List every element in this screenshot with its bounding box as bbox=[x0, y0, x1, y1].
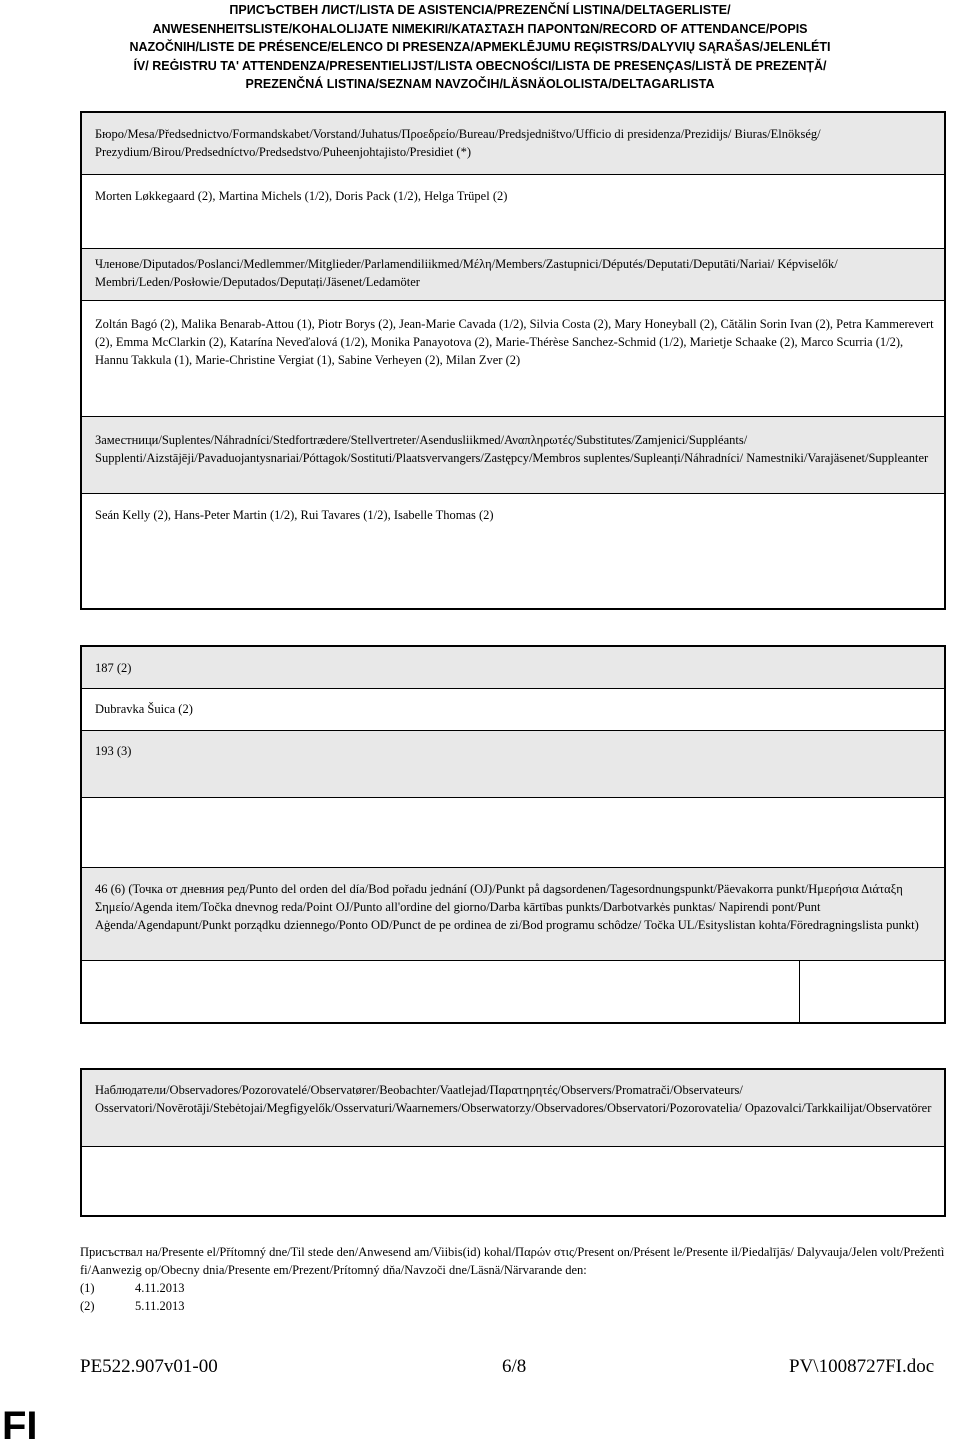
rule193-band bbox=[82, 731, 944, 798]
members-heading-band bbox=[82, 249, 944, 301]
rule46-names-band bbox=[82, 961, 944, 1022]
rule46-label: 46 (6) (Точка от дневния ред/Punto del orden del día/Bod pořadu jednání (OJ)/Punkt på dagsordenen/Tagesordnungspunkt/Päevakorra punkt/Ημερήσια Διάταξη Σημείο/Agenda item/Točka dnevnog reda/Point OJ/Punto all'ordine del giorno/Darba kārtības punkts/Darbotvarkės punktas/ Napirendi pont/Punt Aġenda/Agendapunt/Punkt porządku dziennego/Ponto OD/Punct de pe ordinea de zi/Bod programu schôdze/ Točka UL/Esityslistan kohta/Föredragningslista punkt) bbox=[95, 882, 919, 932]
observers-heading: Наблюдатели/Observadores/Pozorovatelé/Observatører/Beobachter/Vaatlejad/Παρατηρητές/Observers/Promatrači/Observateurs/ Osservatori/Novērotāji/Stebėtojai/Megfigyelők/Osservaturi/Waarnemers/Obserwatorzy/Observadores/Observatori/Pozorovatelia/ Opazovalci/Tarkkailijat/Observatörer bbox=[95, 1083, 932, 1115]
bureau-heading: Бюро/Mesa/Předsednictvo/Formandskabet/Vorstand/Juhatus/Προεδρείο/Bureau/Predsjedništvo/Ufficio di presidenza/Prezidijs/ Biuras/Elnökség/ Prezydium/Birou/Predsedníctvo/Predsedstvo/Puheenjohtajisto/Presidiet (*) bbox=[95, 127, 821, 159]
document-reference: PE522.907v01-00 bbox=[80, 1356, 218, 1377]
rule187-band bbox=[82, 647, 944, 689]
page-number: 6/8 bbox=[502, 1356, 527, 1377]
substitutes-heading-band bbox=[82, 417, 944, 494]
observers-names-band bbox=[82, 1147, 944, 1215]
attendance-box bbox=[80, 111, 946, 610]
observers-heading-band bbox=[82, 1070, 944, 1147]
bureau-heading-band bbox=[82, 113, 944, 175]
rule187-label: 187 (2) bbox=[95, 661, 132, 675]
rule187-names-band bbox=[82, 689, 944, 731]
members-heading: Членове/Diputados/Poslanci/Medlemmer/Mitglieder/Parlamendiliikmed/Μέλη/Members/Zastupnici/Députés/Deputati/Deputāti/Nariai/ Képviselők/ Membri/Leden/Posłowie/Deputados/Deputați/Jäsenet/Ledamöter bbox=[95, 257, 838, 289]
bureau-names: Morten Løkkegaard (2), Martina Michels (1/2), Doris Pack (1/2), Helga Trüpel (2) bbox=[95, 189, 508, 203]
substitutes-names: Seán Kelly (2), Hans-Peter Martin (1/2), Rui Tavares (1/2), Isabelle Thomas (2) bbox=[95, 508, 494, 522]
bureau-names-band bbox=[82, 175, 944, 249]
members-names-band bbox=[82, 301, 944, 417]
rule193-label: 193 (3) bbox=[95, 744, 132, 758]
rule187-names: Dubravka Šuica (2) bbox=[95, 702, 193, 716]
file-reference: PV\1008727FI.doc bbox=[789, 1356, 935, 1377]
rule193-names-band bbox=[82, 798, 944, 868]
language-code: FI bbox=[2, 1404, 38, 1448]
rule46-column-divider bbox=[799, 961, 800, 1022]
date-row: (1) 4.11.2013 bbox=[80, 1281, 185, 1295]
substitutes-names-band bbox=[82, 494, 944, 608]
attendance-dates bbox=[80, 1280, 185, 1315]
date-row: (2) 5.11.2013 bbox=[80, 1298, 185, 1313]
rules-box bbox=[80, 645, 946, 1024]
observers-box bbox=[80, 1068, 946, 1217]
members-names: Zoltán Bagó (2), Malika Benarab-Attou (1), Piotr Borys (2), Jean-Marie Cavada (1/2), Silvia Costa (2), Mary Honeyball (2), Cătălin Sorin Ivan (2), Petra Kammerevert (2), Emma McClarkin (2), Katarína Neveďalová (1/2), Monika Panayotova (2), Marie-Thérèse Sanchez-Schmid (1/2), Marietje Schaake (2), Marco Scurria (1/2), Hannu Takkula (1), Marie-Christine Vergiat (1), Sabine Verheyen (2), Milan Zver (2) bbox=[95, 317, 934, 367]
attendance-list-title: ПРИСЪСТВЕН ЛИСТ/LISTA DE ASISTENCIA/PREZENČNÍ LISTINA/DELTAGERLISTE/ ANWESENHEITSLISTE/KOHALOLIJATE NIMEKIRI/ΚΑΤΑΣΤΑΣΗ ΠΑΡΟΝΤΩΝ/RECORD OF ATTENDANCE/POPIS NAZOČNIH/LISTE DE PRÉSENCE/ELENCO DI PRESENZA/APMEKLĒJUMU REĢISTRS/DALYVIŲ SĄRAŠAS/JELENLÉTI ÍV/ REĠISTRU TA' ATTENDENZA/PRESENTIELIJST/LISTA OBECNOŚCI/LISTA DE PRESENÇAS/LISTĂ DE PREZENȚĂ/ PREZENČNÁ LISTINA/SEZNAM NAVZOČIH/LÄSNÄOLOLISTA/DELTAGARLISTA bbox=[129, 3, 831, 91]
substitutes-heading: Заместници/Suplentes/Náhradníci/Stedfortrædere/Stellvertreter/Asendusliikmed/Αναπληρωτές/Substitutes/Zamjenici/Suppléants/ Supplenti/Aizstājēji/Pavaduojantysnariai/Póttagok/Sostituti/Plaatsvervangers/Zastępcy/Membros suplentes/Supleanți/Náhradníci/ Namestniki/Varajäsenet/Suppleanter bbox=[95, 433, 929, 465]
rule46-band bbox=[82, 868, 944, 961]
present-on-note: Присъствал на/Presente el/Přítomný dne/Til stede den/Anwesend am/Viibis(id) kohal/Παρών στις/Present on/Présent le/Presente il/Piedalījās/ Dalyvauja/Jelen volt/Prežentì fi/Aanwezig op/Obecny dnia/Presente em/Prezent/Prítomný dňa/Navzoči dne/Läsnä/Närvarande den: bbox=[80, 1245, 945, 1277]
